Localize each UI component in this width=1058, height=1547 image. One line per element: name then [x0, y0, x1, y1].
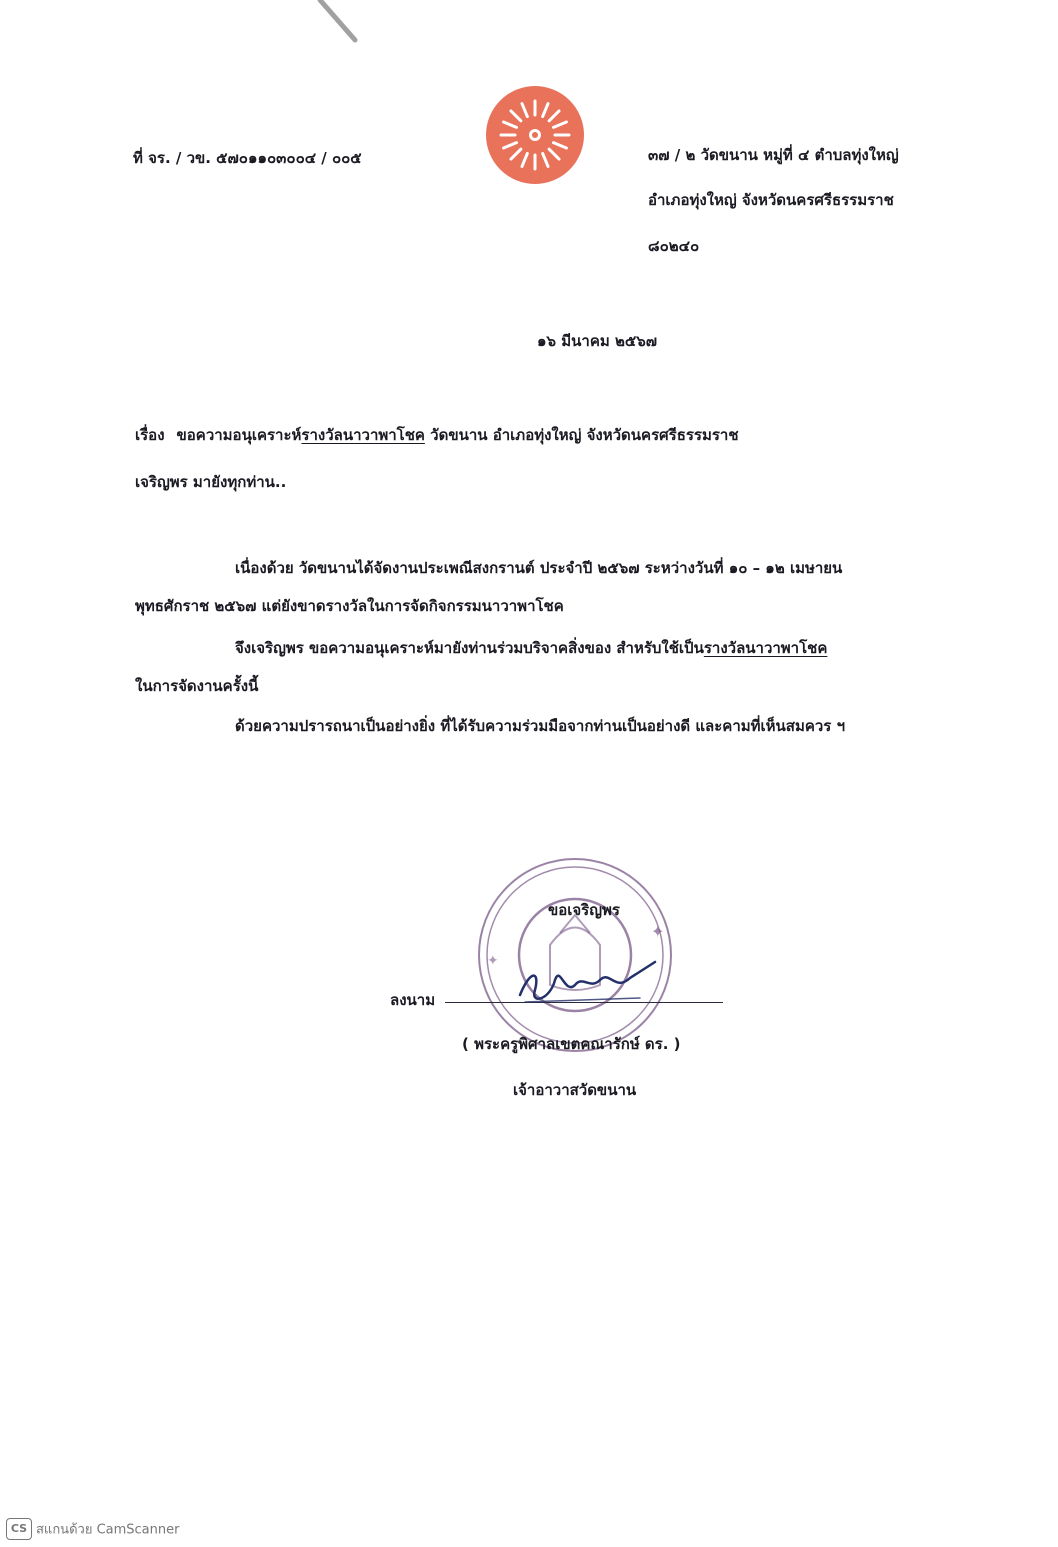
subject-label: เรื่อง: [135, 426, 165, 444]
closing-phrase: ขอเจริญพร: [548, 901, 620, 919]
paragraph-2-line-2: ในการจัดงานครั้งนี้: [135, 677, 259, 695]
subject-line: [135, 425, 739, 445]
signer-title: เจ้าอาวาสวัดขนาน: [513, 1081, 637, 1099]
reference-number: ที่ จร. / วข. ๕๗๐๑๑๐๓๐๐๔ / ๐๐๕: [133, 149, 362, 167]
address-line-2: อำเภอทุ่งใหญ่ จังหวัดนครศรีธรรมราช: [648, 191, 894, 209]
postal-code: ๘๐๒๔๐: [648, 237, 700, 255]
subject-prefix: ขอความอนุเคราะห์: [176, 426, 302, 444]
camscanner-text: สแกนด้วย CamScanner: [36, 1522, 180, 1538]
paragraph-3: ด้วยความปรารถนาเป็นอย่างยิ่ง ที่ได้รับความร่วมมือจากท่านเป็นอย่างดี และคามที่เห็นสมควร ฯ: [235, 717, 845, 735]
paragraph-2-line-1: [235, 638, 827, 658]
paragraph-1-line-1: เนื่องด้วย วัดขนานได้จัดงานประเพณีสงกรานต์ ประจำปี ๒๕๖๗ ระหว่างวันที่ ๑๐ – ๑๒ เมษายน: [235, 559, 843, 577]
scan-shadow-mark: [300, 0, 380, 50]
signer-name: ( พระครูพิศาลเขตคณารักษ์ ดร. ): [462, 1035, 681, 1053]
sign-label: ลงนาม: [390, 991, 436, 1009]
subject-suffix: วัดขนาน อำเภอทุ่งใหญ่ จังหวัดนครศรีธรรมราช: [424, 426, 739, 444]
greeting: เจริญพร มายังทุกท่าน..: [135, 473, 287, 491]
paragraph-1-line-2: พุทธศักราช ๒๕๖๗ แต่ยังขาดรางวัลในการจัดกิจกรรมนาวาพาโชค: [135, 597, 564, 615]
svg-text:✦: ✦: [487, 953, 499, 969]
address-line-1: ๓๗ / ๒ วัดขนาน หมู่ที่ ๔ ตำบลทุ่งใหญ่: [648, 146, 899, 164]
letter-date: ๑๖ มีนาคม ๒๕๖๗: [537, 332, 658, 350]
svg-text:✦: ✦: [651, 922, 665, 941]
paragraph-2-underlined: รางวัลนาวาพาโชค: [703, 639, 828, 657]
temple-seal-logo: [485, 85, 585, 185]
handwritten-signature: [505, 950, 665, 1020]
camscanner-watermark: [6, 1518, 179, 1540]
subject-underlined: รางวัลนาวาพาโชค: [301, 426, 425, 444]
paragraph-2-prefix: จึงเจริญพร ขอความอนุเคราะห์มายังท่านร่วมบริจาคสิ่งของ สำหรับใช้เป็น: [235, 639, 704, 657]
camscanner-logo-icon: CS: [6, 1518, 32, 1540]
